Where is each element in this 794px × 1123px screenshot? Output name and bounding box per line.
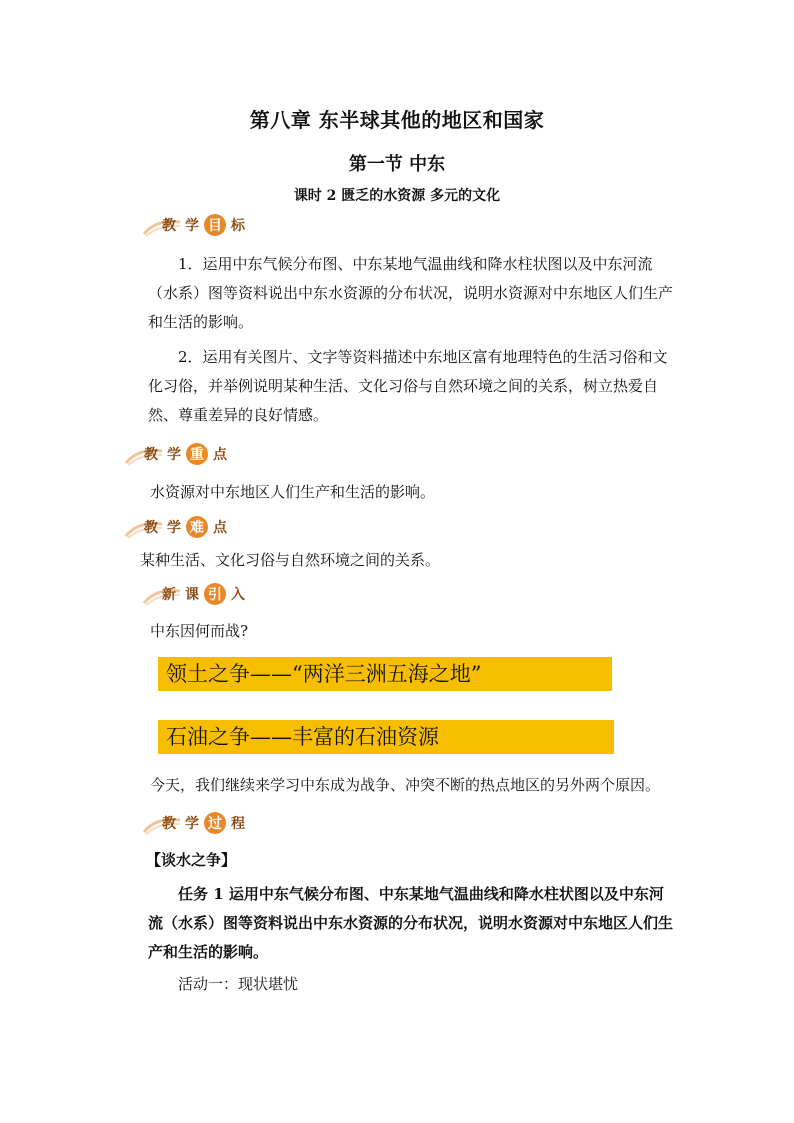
badge-char: 目 — [204, 214, 226, 236]
objective-item-1: 1．运用中东气候分布图、中东某地气温曲线和降水柱状图以及中东河流（水系）图等资料说出中东水资源的分布状况，说明水资源对中东地区人们生产和生活的影响。 — [148, 255, 674, 331]
objective-item-2: 2．运用有关图片、文字等资料描述中东地区富有地理特色的生活习俗和文化习俗，并举例说明某种生活、文化习俗与自然环境之间的关系，树立热爱自然、尊重差异的良好情感。 — [148, 348, 668, 424]
badge-char: 课 — [185, 587, 199, 603]
difficulties-text: 某种生活、文化习俗与自然环境之间的关系。 — [140, 551, 441, 569]
objectives-badge — [142, 212, 250, 238]
section-title: 第一节 中东 — [348, 154, 446, 175]
process-badge — [142, 810, 250, 836]
badge-char: 难 — [186, 516, 208, 538]
process-subheading: 【谈水之争】 — [146, 851, 237, 869]
badge-char: 教 — [144, 520, 158, 536]
badge-char: 点 — [213, 447, 227, 463]
intro-text: 今天，我们继续来学习中东成为战争、冲突不断的热点地区的另外两个原因。 — [150, 776, 661, 794]
badge-char: 教 — [162, 218, 176, 234]
territory-banner: 领土之争——“两洋三洲五海之地” — [158, 657, 612, 691]
badge-char: 引 — [204, 583, 226, 605]
badge-char: 重 — [186, 443, 208, 465]
badge-char: 新 — [162, 587, 176, 603]
badge-char: 学 — [185, 816, 199, 832]
lesson-title: 课时 2 匮乏的水资源 多元的文化 — [293, 188, 501, 204]
badge-char: 教 — [144, 447, 158, 463]
badge-char: 教 — [162, 816, 176, 832]
activity-1: 活动一：现状堪忧 — [178, 975, 299, 993]
badge-char: 学 — [167, 520, 181, 536]
badge-char: 标 — [231, 218, 245, 234]
key-points-badge — [124, 441, 232, 467]
chapter-title: 第八章 东半球其他的地区和国家 — [249, 108, 545, 132]
difficulties-badge — [124, 514, 232, 540]
badge-char: 入 — [231, 587, 245, 603]
key-points-text: 水资源对中东地区人们生产和生活的影响。 — [150, 483, 436, 501]
badge-char: 过 — [204, 812, 226, 834]
badge-char: 点 — [213, 520, 227, 536]
badge-char: 学 — [167, 447, 181, 463]
task-1: 任务 1 运用中东气候分布图、中东某地气温曲线和降水柱状图以及中东河流（水系）图等资料说出中东水资源的分布状况，说明水资源对中东地区人们生产和生活的影响。 — [148, 885, 674, 961]
oil-banner: 石油之争——丰富的石油资源 — [158, 720, 614, 754]
intro-badge — [142, 581, 250, 607]
badge-char: 程 — [231, 816, 245, 832]
intro-question: 中东因何而战? — [150, 622, 249, 640]
badge-char: 学 — [185, 218, 199, 234]
